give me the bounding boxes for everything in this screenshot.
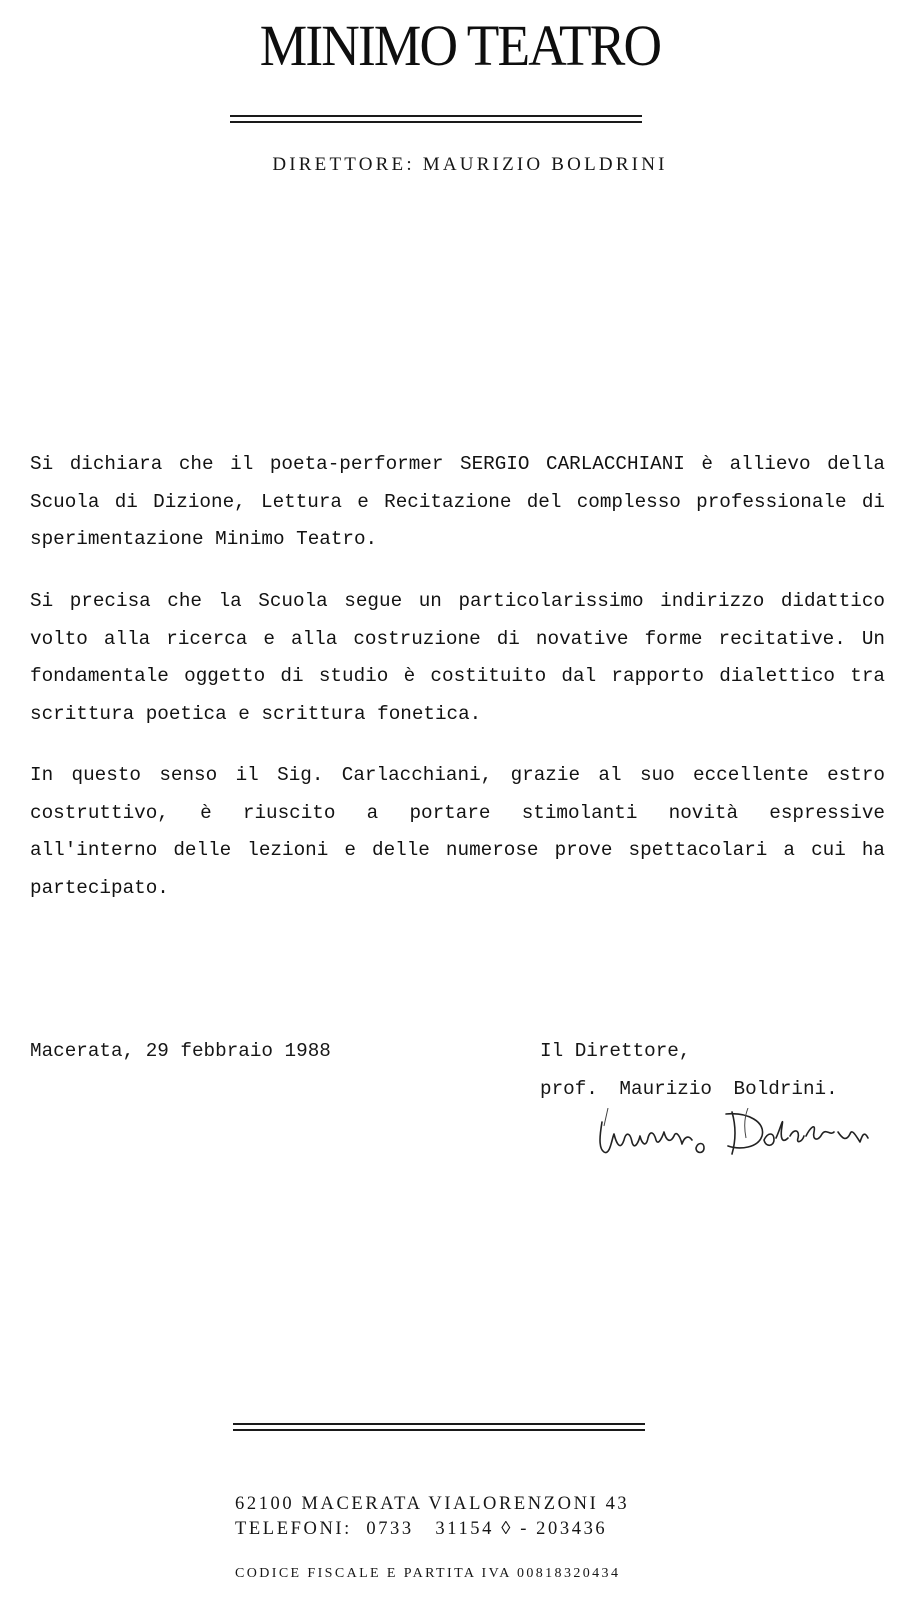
footer-address: 62100 MACERATA VIALORENZONI 43 xyxy=(235,1494,630,1514)
paragraph-1-text: Si dichiara che il poeta-performer SERGIO CARLACCHIANI è allievo della Scuola di Dizione, Lettura e Recitazione del complesso professionale di sperimentazione Minimo Teatro. xyxy=(30,453,885,550)
paragraph-3-text: In questo senso il Sig. Carlacchiani, grazie al suo eccellente estro costruttivo, è riuscito a portare stimolanti novità espressive all'interno delle lezioni e delle numerose prove spettacolari a cui ha partecipato. xyxy=(30,764,885,899)
signatory-name: prof. Maurizio Boldrini. xyxy=(540,1078,838,1100)
footer-phones: TELEFONI: 0733 31154 ◊ - 203436 xyxy=(235,1519,608,1539)
paragraph-1 xyxy=(30,446,885,559)
paragraph-2 xyxy=(30,583,885,733)
footer-fiscal-code: CODICE FISCALE E PARTITA IVA 00818320434 xyxy=(235,1566,621,1581)
footer-rule-top xyxy=(233,1423,645,1425)
footer-rule-bottom xyxy=(233,1429,645,1431)
paragraph-2-text: Si precisa che la Scuola segue un particolarissimo indirizzo didattico volto alla ricerca e alla costruzione di novative forme recitative. Un fondamentale oggetto di studio è costituito dal rapporto dialettico tra scrittura poetica e scrittura fonetica. xyxy=(30,590,885,725)
director-line: DIRETTORE: MAURIZIO BOLDRINI xyxy=(272,154,668,175)
paragraph-3 xyxy=(30,757,885,907)
header-rule-bottom xyxy=(230,121,642,123)
place-and-date: Macerata, 29 febbraio 1988 xyxy=(30,1040,331,1062)
letterhead-title: MINIMO TEATRO xyxy=(259,13,661,78)
header-rule-top xyxy=(230,115,642,117)
signatory-title: Il Direttore, xyxy=(540,1040,691,1062)
handwritten-signature xyxy=(598,1108,898,1188)
